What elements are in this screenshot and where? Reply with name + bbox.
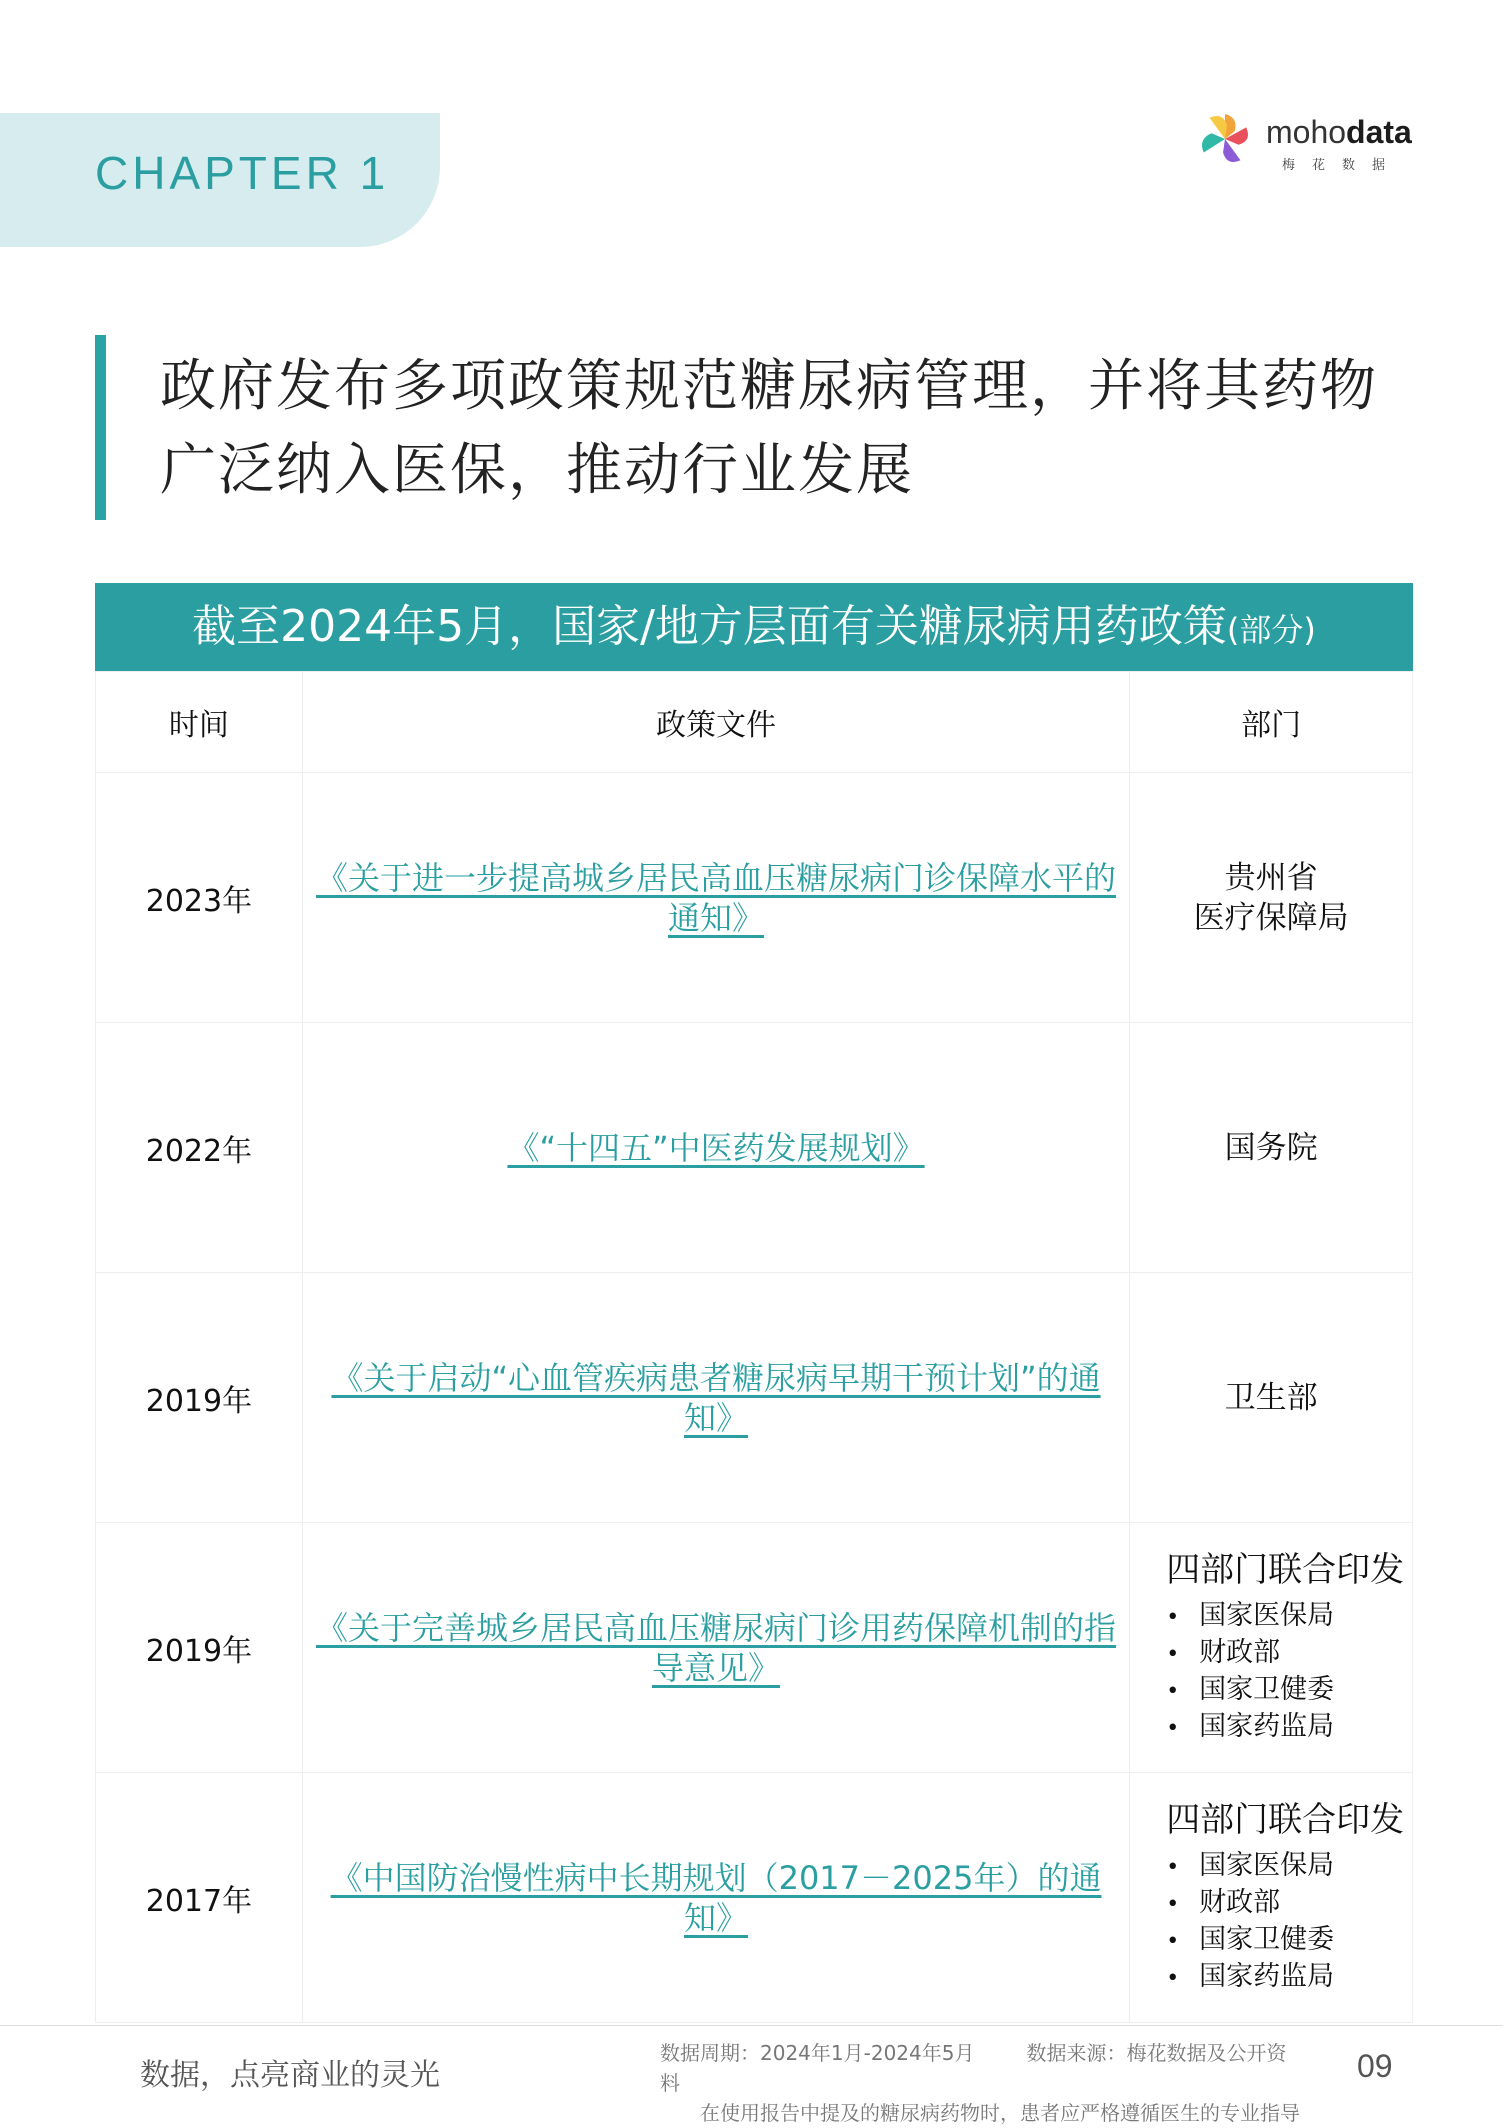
department-item: • 财政部 (1166, 1885, 1412, 1922)
table-row (96, 773, 1413, 1023)
footer-slogan: 数据，点亮商业的灵光 (140, 2058, 440, 2093)
department-item: • 财政部 (1166, 1635, 1412, 1672)
department-item: • 国家卫健委 (1166, 1922, 1412, 1959)
page-number: 09 (1357, 2048, 1393, 2084)
policy-document-link[interactable]: 《关于完善城乡居民高血压糖尿病门诊用药保障机制的指导意见》 (316, 1608, 1117, 1687)
page-heading: 政府发布多项政策规范糖尿病管理，并将其药物广泛纳入医保，推动行业发展 (160, 354, 1378, 503)
data-source: 数据来源：梅花数据及公开资料 (660, 2041, 1287, 2095)
row-department: 卫生部 (1130, 1273, 1413, 1523)
department-group-title: 四部门联合印发 (1166, 1799, 1405, 1840)
policy-table (95, 671, 1413, 2023)
table-title (95, 583, 1413, 671)
department-item: • 国家药监局 (1166, 1959, 1412, 1996)
row-department: 贵州省 医疗保障局 (1130, 773, 1413, 1023)
row-department (1130, 1523, 1413, 1773)
department-item: • 国家医保局 (1166, 1598, 1412, 1635)
row-department: 国务院 (1130, 1023, 1413, 1273)
heading-accent-bar (95, 335, 106, 520)
row-year: 2023年 (96, 773, 303, 1023)
row-year: 2017年 (96, 1773, 303, 2023)
pinwheel-logo-icon (1196, 110, 1254, 168)
policy-document-link[interactable]: 《“十四五”中医药发展规划》 (507, 1128, 925, 1167)
table-title-suffix: (部分) (1226, 611, 1316, 649)
department-item: • 国家卫健委 (1166, 1672, 1412, 1709)
department-item: • 国家医保局 (1166, 1848, 1412, 1885)
table-row (96, 1523, 1413, 1773)
brand-wordmark: mohodata (1266, 114, 1412, 150)
department-list (1166, 1848, 1412, 1996)
department-item: • 国家药监局 (1166, 1709, 1412, 1746)
usage-disclaimer: 在使用报告中提及的糖尿病药物时，患者应严格遵循医生的专业指导 (700, 2101, 1300, 2125)
brand-subtitle: 梅花数据 (1282, 158, 1403, 173)
table-title-text: 截至2024年5月，国家/地方层面有关糖尿病用药政策 (192, 601, 1227, 652)
data-period: 数据周期：2024年1月-2024年5月 (660, 2041, 975, 2065)
header-document: 政策文件 (302, 672, 1129, 773)
policy-document-link[interactable]: 《关于进一步提高城乡居民高血压糖尿病门诊保障水平的通知》 (316, 858, 1117, 937)
policy-document-link[interactable]: 《中国防治慢性病中长期规划（2017－2025年）的通知》 (330, 1858, 1102, 1937)
footer-divider (0, 2025, 1503, 2026)
table-row (96, 1273, 1413, 1523)
header-time: 时间 (96, 672, 303, 773)
chapter-label: CHAPTER 1 (95, 147, 390, 199)
department-group-title: 四部门联合印发 (1166, 1549, 1405, 1590)
table-row (96, 1773, 1413, 2023)
row-department (1130, 1773, 1413, 2023)
department-list (1166, 1598, 1412, 1746)
row-year: 2019年 (96, 1273, 303, 1523)
row-year: 2019年 (96, 1523, 303, 1773)
row-year: 2022年 (96, 1023, 303, 1273)
footer-meta (660, 2038, 1340, 2128)
table-header-row (96, 672, 1413, 773)
header-department: 部门 (1130, 672, 1413, 773)
brand-logo (1196, 110, 1416, 174)
policy-document-link[interactable]: 《关于启动“心血管疾病患者糖尿病早期干预计划”的通知》 (331, 1358, 1101, 1437)
table-row (96, 1023, 1413, 1273)
